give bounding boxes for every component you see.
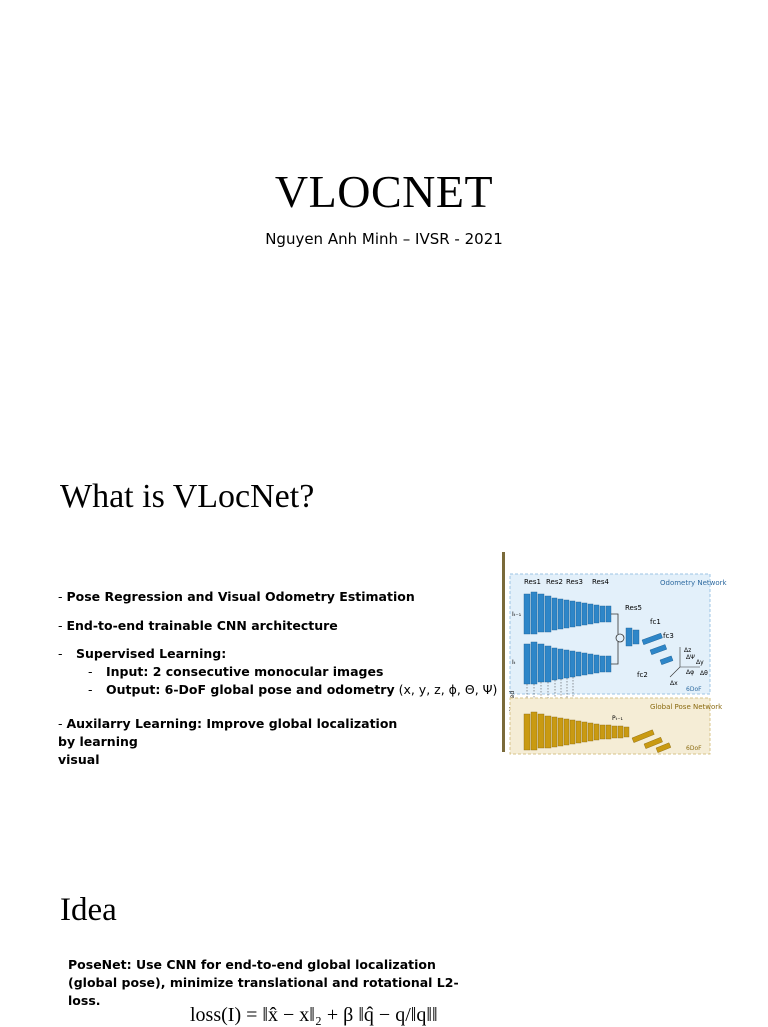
posenet-text: Use CNN for end-to-end global localization (global pose), minimize translational and rotational L2- loss. [68, 957, 459, 1008]
fc1-label: fc1 [650, 618, 661, 626]
bullet-item [58, 645, 226, 663]
res1-label: Res1 [524, 578, 541, 586]
bullet-text-continued: visual [58, 752, 100, 767]
axis-label-dz: Δz [684, 647, 692, 654]
bullet-text: Supervised Learning: [76, 646, 227, 661]
presentation-title: VLOCNET [274, 166, 494, 217]
posenet-description [68, 956, 488, 1010]
fc3-label: fc3 [663, 632, 674, 640]
bullet-dash: - [58, 716, 67, 731]
input-label-curr: Iₜ [512, 659, 516, 666]
bullet-text: Output: 6-DoF global pose and odometry [106, 682, 395, 697]
bullet-item [58, 715, 418, 769]
loss-formula: loss(I) = ‖x̂ − x‖₂ + β ‖q̂ − q/‖q‖‖ [190, 1004, 438, 1026]
res5-label: Res5 [625, 604, 642, 612]
idea-slide [0, 880, 768, 1024]
pose-variables: (x, y, z, ϕ, Θ, Ψ) [394, 682, 498, 697]
axis-label-dpsi: ΔΨ [686, 654, 695, 661]
title-slide [0, 0, 768, 430]
diagram-border [502, 552, 505, 752]
input-label-prev: Iₜ₋₁ [512, 611, 522, 618]
bullet-text: Auxilarry Learning: Improve global localization by learning [58, 716, 398, 749]
res4-label: Res4 [592, 578, 609, 586]
slide-heading: Idea [60, 892, 117, 928]
global-pose-network-label: Global Pose Network [650, 703, 723, 711]
presentation-subtitle: Nguyen Anh Minh – IVSR - 2021 [265, 230, 503, 248]
prev-pose-label: Pₜ₋₁ [612, 715, 623, 722]
global-pose-6dof-label: 6DoF [686, 745, 702, 752]
bullet-item [58, 617, 338, 635]
bullet-dash: - [58, 589, 67, 604]
bullet-item [58, 588, 415, 606]
sub-bullet-item [88, 663, 383, 681]
bullet-text: End-to-end trainable CNN architecture [66, 618, 338, 633]
what-is-vlocnet-slide [0, 460, 768, 840]
odometry-network-label: Odometry Network [660, 579, 727, 587]
posenet-label: PoseNet: [68, 957, 132, 972]
slide-heading: What is VLocNet? [60, 478, 315, 515]
axis-label-dy: Δy [696, 659, 704, 666]
odometry-6dof-label: 6DoF [686, 686, 702, 693]
fc2-label: fc2 [637, 671, 648, 679]
axis-label-dphi: Δφ [686, 669, 695, 676]
bullet-dash: - [88, 682, 93, 697]
bullet-dash: - [58, 646, 63, 661]
res2-label: Res2 [546, 578, 563, 586]
bullet-dash: - [58, 618, 67, 633]
sub-bullet-item [88, 681, 497, 699]
vlocnet-architecture-diagram [500, 552, 727, 756]
axis-label-dx: Δx [670, 680, 678, 687]
bullet-text: Pose Regression and Visual Odometry Estimation [66, 589, 415, 604]
bullet-dash: - [88, 664, 93, 679]
bullet-text: Input: 2 consecutive monocular images [106, 664, 384, 679]
axis-label-dtheta: Δθ [700, 670, 708, 677]
res3-label: Res3 [566, 578, 583, 586]
